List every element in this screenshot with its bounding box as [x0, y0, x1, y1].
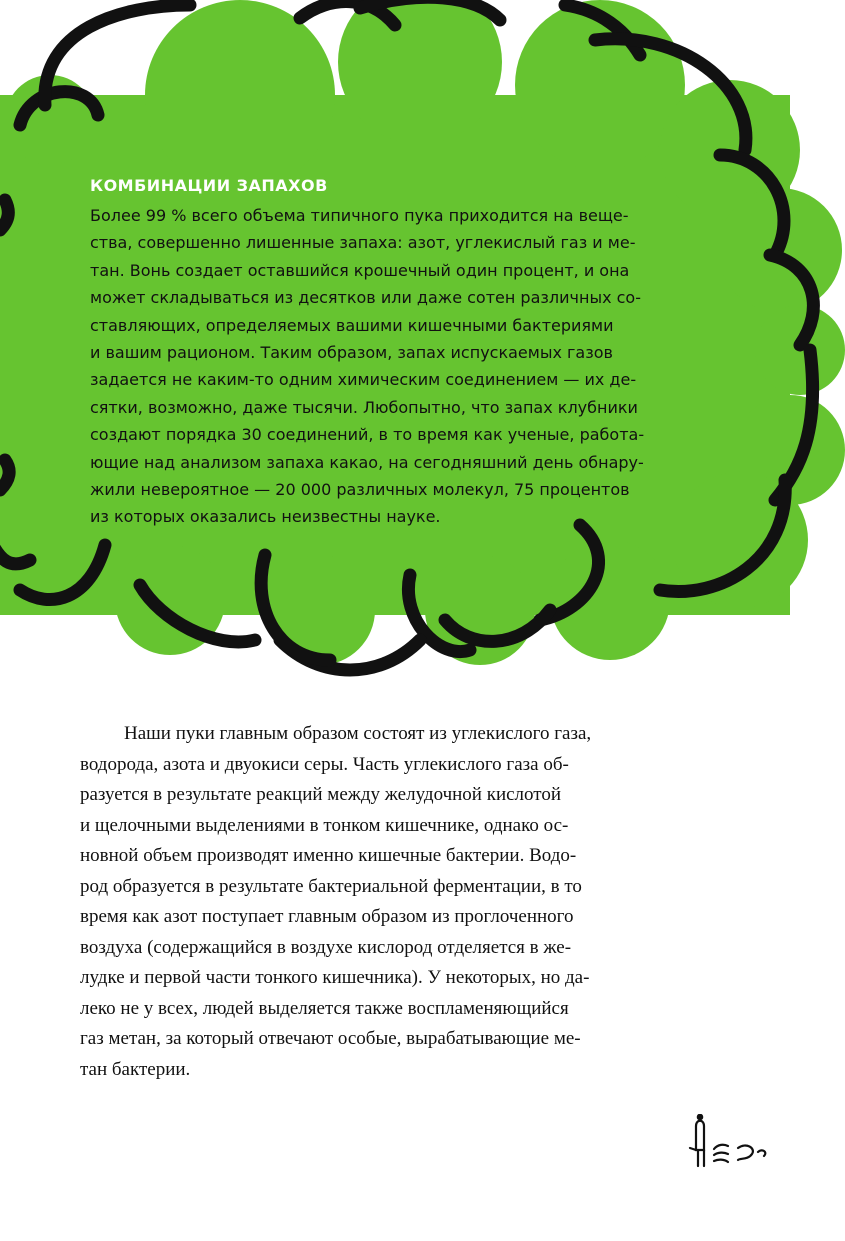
paragraph-line: тан бактерии.	[80, 1058, 191, 1080]
paragraph-line: водорода, азота и двуокиси серы. Часть углекислого газа об-	[80, 753, 569, 775]
sidebar-line: из которых оказались неизвестны науке.	[90, 507, 441, 527]
person-gas-doodle-icon	[688, 1114, 778, 1174]
sidebar-line: сятки, возможно, даже тысячи. Любопытно, что запах клубники	[90, 397, 638, 417]
paragraph-line: воздуха (содержащийся в воздухе кислород отделяется в же-	[80, 936, 572, 958]
paragraph-line: разуется в результате реакций между желудочной кислотой	[80, 784, 562, 805]
sidebar-body	[90, 202, 750, 531]
sidebar-title: КОМБИНАЦИИ ЗАПАХОВ	[90, 176, 328, 195]
sidebar-line: создают порядка 30 соединений, в то время как ученые, работа-	[90, 425, 645, 445]
sidebar-line: ства, совершенно лишенные запаха: азот, углекислый газ и ме-	[90, 233, 636, 253]
sidebar-box	[90, 176, 750, 531]
paragraph-line: новной объем производят именно кишечные бактерии. Водо-	[80, 845, 577, 866]
sidebar-line: тан. Вонь создает оставшийся крошечный один процент, и она	[90, 260, 630, 280]
sidebar-line: жили невероятное — 20 000 различных молекул, 75 процентов	[90, 480, 630, 500]
paragraph-line: газ метан, за который отвечают особые, вырабатывающие ме-	[80, 1028, 581, 1049]
sidebar-line: и вашим рационом. Таким образом, запах испускаемых газов	[90, 343, 613, 363]
sidebar-line: ющие над анализом запаха какао, на сегодняшний день обнару-	[90, 452, 644, 472]
paragraph-line: леко не у всех, людей выделяется также воспламеняющийся	[80, 997, 569, 1019]
paragraph-line: род образуется в результате бактериальной ферментации, в то	[80, 875, 582, 897]
sidebar-line: Более 99 % всего объема типичного пука приходится на веще-	[90, 206, 629, 225]
paragraph-line: Наши пуки главным образом состоят из углекислого газа,	[124, 723, 592, 744]
paragraph-line: лудке и первой части тонкого кишечника). У некоторых, но да-	[80, 967, 590, 988]
sidebar-line: задается не каким-то одним химическим соединением — их де-	[90, 370, 637, 390]
main-paragraph	[80, 719, 732, 1085]
paragraph-line: время как азот поступает главным образом из проглоченного	[80, 906, 574, 927]
paragraph-line: и щелочными выделениями в тонком кишечнике, однако ос-	[80, 814, 569, 836]
sidebar-line: может складываться из десятков или даже сотен различных со-	[90, 288, 641, 308]
sidebar-line: ставляющих, определяемых вашими кишечными бактериями	[90, 315, 614, 335]
